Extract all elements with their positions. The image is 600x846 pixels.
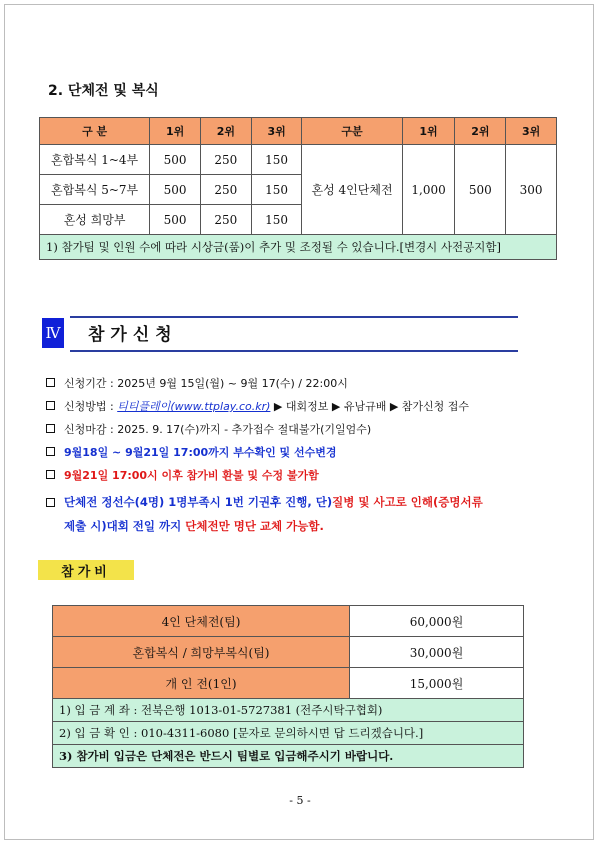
fee-name: 4인 단체전(팀): [53, 606, 350, 637]
list-item-period: [46, 375, 348, 391]
method-text: [64, 398, 469, 414]
header-cell: 3위: [251, 118, 302, 145]
fee-amount: 15,000원: [350, 668, 524, 699]
fee-note: 2) 입 금 확 인 : 010-4311-6080 [문자로 문의하시면 답 드리겠습니다.]: [53, 722, 524, 745]
fee-note: 1) 입 금 계 좌 : 전북은행 1013-01-5727381 (전주시탁구협회): [53, 699, 524, 722]
section-divider-top: [70, 316, 518, 318]
team-rule-text: [64, 490, 483, 538]
section-divider-bottom: [70, 350, 518, 352]
fee-note-row: [53, 722, 524, 745]
page-number: - 5 -: [289, 794, 311, 807]
table-cell: 500: [150, 175, 201, 205]
checkbox-bullet-icon: [46, 498, 55, 507]
header-cell: 2위: [455, 118, 506, 145]
section-title-registration: 참가신청: [88, 325, 178, 345]
table-cell: 250: [200, 205, 251, 235]
table-row: [53, 637, 524, 668]
fee-note-row: [53, 699, 524, 722]
list-item-change: [46, 444, 337, 460]
checkbox-bullet-icon: [46, 401, 55, 410]
table-row: [40, 145, 557, 175]
method-suffix: ▶ 대회정보 ▶ 유남규배 ▶ 참가신청 접수: [270, 400, 470, 413]
checkbox-bullet-icon: [46, 447, 55, 456]
period-text: 신청기간 : 2025년 9월 15일(월) ~ 9월 17(수) / 22:00시: [64, 377, 348, 390]
header-cell: 1위: [402, 118, 455, 145]
fee-section-label: 참가비: [38, 560, 134, 580]
team-rule-c: 제출 시)대회 전일 까지: [64, 519, 186, 533]
checkbox-bullet-icon: [46, 378, 55, 387]
table-cell: 150: [251, 205, 302, 235]
section-numeral-badge: Ⅳ: [42, 318, 64, 348]
list-item-refund: [46, 467, 319, 483]
fee-name: 개 인 전(1인): [53, 668, 350, 699]
change-text: 9월18일 ~ 9월21일 17:00까지 부수확인 및 선수변경: [64, 446, 337, 459]
table-cell: 혼성 희망부: [40, 205, 150, 235]
table-row: [53, 606, 524, 637]
refund-text: 9월21일 17:00시 이후 참가비 환불 및 수정 불가함: [64, 469, 319, 482]
list-item-deadline: [46, 421, 371, 437]
table-cell: 150: [251, 145, 302, 175]
prize-table-header: [40, 118, 557, 145]
team-event-third: 300: [506, 145, 557, 235]
header-cell: 구분: [302, 118, 402, 145]
fee-note: 3) 참가비 입금은 단체전은 반드시 팀별로 입금해주시기 바랍니다.: [53, 745, 524, 768]
team-rule-d: 단체전만 명단 교체 가능함.: [185, 519, 324, 533]
checkbox-bullet-icon: [46, 470, 55, 479]
fee-name: 혼합복식 / 희망부복식(팀): [53, 637, 350, 668]
table-cell: 혼합복식 1~4부: [40, 145, 150, 175]
section-heading-team-doubles: 2. 단체전 및 복식: [48, 83, 159, 99]
fee-amount: 60,000원: [350, 606, 524, 637]
table-cell: 500: [150, 205, 201, 235]
team-event-first: 1,000: [402, 145, 455, 235]
table-cell: 혼합복식 5~7부: [40, 175, 150, 205]
table-cell: 150: [251, 175, 302, 205]
table-row: [53, 668, 524, 699]
fee-note-row: [53, 745, 524, 768]
method-prefix: 신청방법 :: [64, 400, 118, 413]
header-cell: 구 분: [40, 118, 150, 145]
header-cell: 3위: [506, 118, 557, 145]
header-cell: 1위: [150, 118, 201, 145]
deadline-text: 신청마감 : 2025. 9. 17(수)까지 - 추가접수 절대불가(기일엄수): [64, 423, 372, 436]
ttplay-link[interactable]: 티티플레이(www.ttplay.co.kr): [117, 400, 271, 413]
header-cell: 2위: [200, 118, 251, 145]
prize-table-note-row: [40, 235, 557, 260]
table-cell: 250: [200, 145, 251, 175]
team-rule-a: 단체전 정선수(4명) 1명부족시 1번 기권후 진행, 단): [64, 495, 333, 509]
team-rule-b: 질병 및 사고로 인해(증명서류: [332, 495, 483, 509]
prize-note: 1) 참가팀 및 인원 수에 따라 시상금(품)이 추가 및 조정될 수 있습니다.[변경시 사전공지함]: [40, 235, 557, 260]
team-event-name: 혼성 4인단체전: [302, 145, 402, 235]
list-item-team-rule: [46, 490, 566, 538]
checkbox-bullet-icon: [46, 424, 55, 433]
team-event-second: 500: [455, 145, 506, 235]
prize-table: [39, 117, 557, 260]
list-item-method: [46, 398, 469, 414]
fee-table: [52, 605, 524, 768]
table-cell: 500: [150, 145, 201, 175]
fee-amount: 30,000원: [350, 637, 524, 668]
table-cell: 250: [200, 175, 251, 205]
